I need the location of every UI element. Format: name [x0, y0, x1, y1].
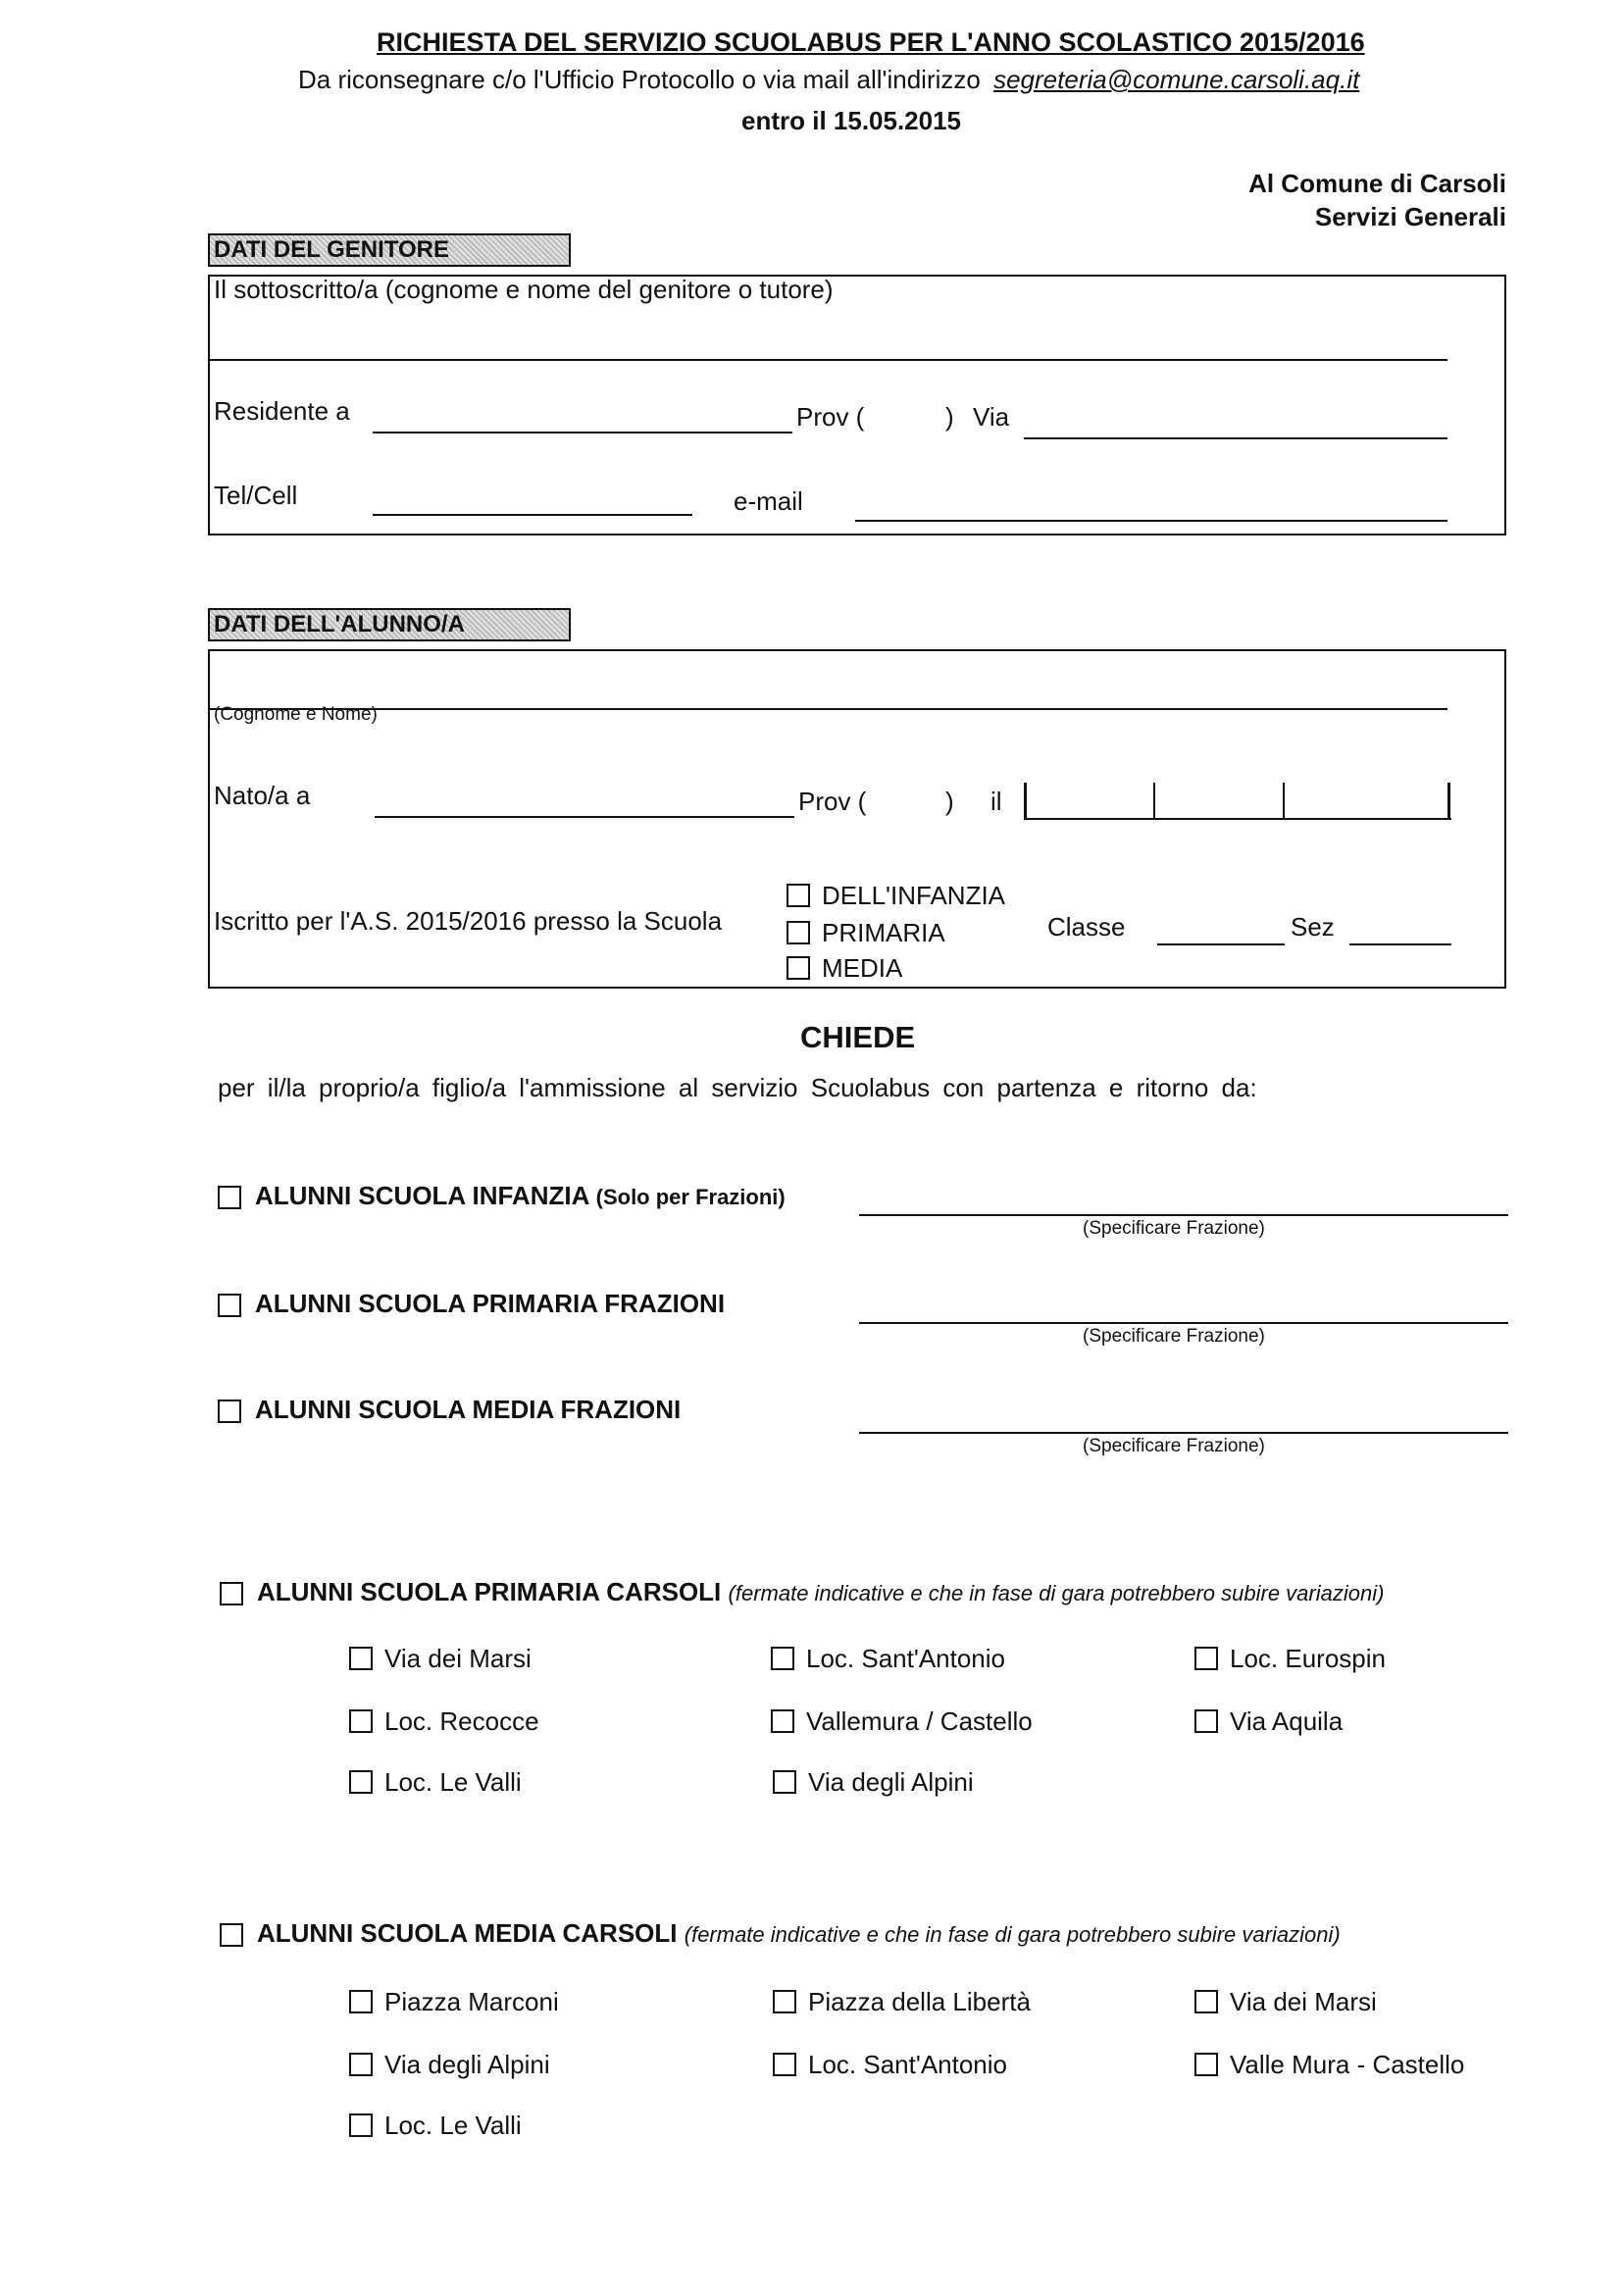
- stop-option[interactable]: [773, 2050, 1067, 2077]
- stop-checkbox[interactable]: [1194, 1709, 1218, 1733]
- option-checkbox[interactable]: [218, 1294, 241, 1317]
- option-checkbox[interactable]: [218, 1400, 241, 1423]
- stop-label: Via degli Alpini: [808, 1767, 974, 1797]
- student-prov-label: Prov (: [798, 787, 867, 816]
- stop-option[interactable]: [349, 2050, 604, 2077]
- frazione-field[interactable]: [859, 1432, 1508, 1434]
- stop-option[interactable]: [349, 2111, 604, 2138]
- date-tick: [1283, 783, 1285, 818]
- stop-checkbox[interactable]: [1194, 1990, 1218, 2013]
- stop-checkbox[interactable]: [349, 2053, 373, 2076]
- birth-date-field[interactable]: [1024, 783, 1451, 820]
- student-section-title-text: DATI DELL'ALUNNO/A: [214, 611, 465, 637]
- frazione-caption: (Specificare Frazione): [1083, 1436, 1265, 1456]
- option-label: [257, 1577, 1384, 1607]
- stop-label: Via Aquila: [1230, 1706, 1344, 1736]
- option-primaria-carsoli: [220, 1577, 1524, 1610]
- born-label: Nato/a a: [214, 781, 311, 810]
- birth-date-label: il: [990, 787, 1002, 816]
- frazione-field[interactable]: [859, 1214, 1508, 1216]
- date-tick: [1447, 783, 1450, 818]
- stop-option[interactable]: [1194, 1987, 1449, 2014]
- stop-label: Valle Mura - Castello: [1230, 2050, 1465, 2079]
- stop-checkbox[interactable]: [1194, 2053, 1218, 2076]
- option-label: [257, 1918, 1341, 1949]
- stop-option[interactable]: [349, 1706, 604, 1734]
- stop-checkbox[interactable]: [1194, 1647, 1218, 1670]
- option-label: [255, 1181, 786, 1211]
- school-option-media[interactable]: [787, 953, 983, 981]
- stop-label: Loc. Le Valli: [384, 1767, 522, 1797]
- parent-email-label: e-mail: [734, 486, 803, 516]
- school-option-label: MEDIA: [822, 953, 903, 983]
- option-label: ALUNNI SCUOLA PRIMARIA FRAZIONI: [255, 1289, 726, 1318]
- stop-label: Vallemura / Castello: [806, 1706, 1033, 1736]
- option-media-carsoli: [220, 1918, 1524, 1952]
- option-note: (fermate indicative e che in fase di gara potrebbero subire variazioni): [728, 1581, 1385, 1605]
- date-tick: [1024, 783, 1027, 818]
- email-link[interactable]: segreteria@comune.carsoli.aq.it: [993, 65, 1360, 94]
- option-note: (Solo per Frazioni): [595, 1185, 786, 1209]
- option-label-text: ALUNNI SCUOLA PRIMARIA CARSOLI: [257, 1577, 722, 1606]
- school-option-label: DELL'INFANZIA: [822, 881, 1006, 910]
- frazione-caption: (Specificare Frazione): [1083, 1218, 1265, 1239]
- stop-checkbox[interactable]: [349, 1990, 373, 2013]
- recipient-line1: Al Comune di Carsoli: [1248, 169, 1506, 198]
- stop-option[interactable]: [773, 1767, 1067, 1795]
- stop-option[interactable]: [349, 1987, 604, 2014]
- option-media-frazioni: [218, 1395, 1512, 1459]
- form-title: RICHIESTA DEL SERVIZIO SCUOLABUS PER L'ANNO SCOLASTICO 2015/2016: [377, 27, 1365, 57]
- stop-label: Loc. Recocce: [384, 1706, 539, 1736]
- stop-option[interactable]: [1194, 1706, 1449, 1734]
- stop-label: Piazza della Libertà: [808, 1987, 1031, 2016]
- stop-checkbox[interactable]: [349, 1647, 373, 1670]
- section-label: Sez: [1291, 912, 1335, 942]
- stop-checkbox[interactable]: [771, 1647, 794, 1670]
- option-primaria-frazioni: [218, 1289, 1512, 1353]
- stop-label: Via dei Marsi: [384, 1644, 532, 1673]
- section-field[interactable]: [1349, 943, 1451, 945]
- parent-section-title-text: DATI DEL GENITORE: [214, 236, 450, 263]
- frazione-field[interactable]: [859, 1322, 1508, 1324]
- student-name-field[interactable]: [210, 708, 1447, 710]
- option-infanzia-frazioni: [218, 1181, 1512, 1246]
- school-option-label: PRIMARIA: [822, 918, 945, 947]
- stop-label: Via dei Marsi: [1230, 1987, 1377, 2016]
- option-label-text: ALUNNI SCUOLA MEDIA CARSOLI: [257, 1918, 678, 1948]
- request-title: CHIEDE: [800, 1020, 916, 1054]
- option-label-text: ALUNNI SCUOLA INFANZIA: [255, 1181, 589, 1210]
- stop-option[interactable]: [1194, 2050, 1489, 2077]
- student-section-title: [208, 608, 571, 641]
- enrolled-label: Iscritto per l'A.S. 2015/2016 presso la Scuola: [214, 906, 723, 936]
- option-checkbox[interactable]: [220, 1923, 243, 1947]
- deadline: entro il 15.05.2015: [741, 106, 962, 135]
- stop-checkbox[interactable]: [773, 1990, 796, 2013]
- residence-field[interactable]: [373, 432, 792, 433]
- residence-label: Residente a: [214, 396, 350, 426]
- stop-option[interactable]: [771, 1706, 1065, 1734]
- stop-label: Loc. Le Valli: [384, 2111, 522, 2140]
- student-prov-close: ): [945, 787, 954, 816]
- recipient-line2: Servizi Generali: [1314, 202, 1506, 231]
- stop-checkbox[interactable]: [773, 1770, 796, 1794]
- born-field[interactable]: [375, 816, 794, 818]
- stop-label: Via degli Alpini: [384, 2050, 550, 2079]
- stop-checkbox[interactable]: [349, 2113, 373, 2137]
- option-label: ALUNNI SCUOLA MEDIA FRAZIONI: [255, 1395, 682, 1424]
- school-checkbox[interactable]: [787, 884, 810, 907]
- parent-name-label: Il sottoscritto/a (cognome e nome del genitore o tutore): [214, 275, 834, 304]
- stop-label: Piazza Marconi: [384, 1987, 559, 2016]
- stop-option[interactable]: [349, 1767, 604, 1795]
- parent-email-field[interactable]: [855, 520, 1447, 522]
- student-name-caption: (Cognome e Nome): [214, 704, 378, 725]
- option-checkbox[interactable]: [218, 1186, 241, 1209]
- via-field[interactable]: [1024, 437, 1447, 439]
- parent-section-title: [208, 233, 571, 267]
- phone-field[interactable]: [373, 514, 692, 516]
- stop-checkbox[interactable]: [349, 1770, 373, 1794]
- delivery-instructions-text: Da riconsegnare c/o l'Ufficio Protocollo o via mail all'indirizzo: [298, 65, 981, 94]
- stop-checkbox[interactable]: [349, 1709, 373, 1733]
- stop-checkbox[interactable]: [771, 1709, 794, 1733]
- option-note: (fermate indicative e che in fase di gara potrebbero subire variazioni): [684, 1922, 1341, 1947]
- school-checkbox[interactable]: [787, 921, 810, 944]
- request-text: per il/la proprio/a figlio/a l'ammissione al servizio Scuolabus con partenza e ritorno da:: [218, 1073, 1257, 1102]
- frazione-caption: (Specificare Frazione): [1083, 1326, 1265, 1347]
- school-option-infanzia[interactable]: [787, 881, 1041, 908]
- parent-name-field[interactable]: [210, 359, 1447, 361]
- stop-label: Loc. Sant'Antonio: [806, 1644, 1005, 1673]
- stop-label: Loc. Eurospin: [1230, 1644, 1386, 1673]
- school-option-primaria[interactable]: [787, 918, 1002, 945]
- delivery-instructions: [298, 65, 1359, 95]
- via-label: Via: [973, 402, 1010, 432]
- stop-label: Loc. Sant'Antonio: [808, 2050, 1007, 2079]
- stop-option[interactable]: [1194, 1644, 1449, 1671]
- parent-prov-label: Prov (: [796, 402, 865, 432]
- stop-checkbox[interactable]: [773, 2053, 796, 2076]
- stop-option[interactable]: [771, 1644, 1065, 1671]
- parent-prov-close: ): [945, 402, 954, 432]
- date-tick: [1153, 783, 1155, 818]
- school-checkbox[interactable]: [787, 956, 810, 980]
- stop-option[interactable]: [349, 1644, 604, 1671]
- phone-label: Tel/Cell: [214, 481, 298, 510]
- stop-option[interactable]: [773, 1987, 1067, 2014]
- option-checkbox[interactable]: [220, 1582, 243, 1605]
- class-label: Classe: [1047, 912, 1126, 942]
- class-field[interactable]: [1157, 943, 1285, 945]
